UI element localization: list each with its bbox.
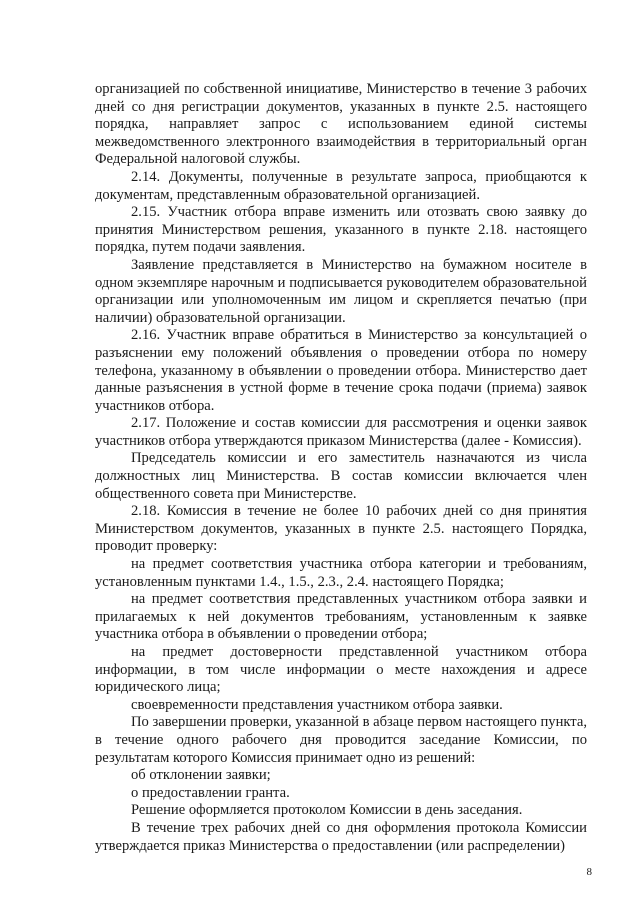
paragraph-2-17: 2.17. Положение и состав комиссии для рассмотрения и оценки заявок участников отбора утверждаются приказом Министерства (далее - Комиссия). bbox=[95, 415, 587, 449]
paragraph-2-16: 2.16. Участник вправе обратиться в Министерство за консультацией о разъяснении ему положений объявления о проведении отбора по номеру телефона, указанному в объявлении о проведении отбора. Министерство дает данные разъяснения в устной форме в течение срока подачи (приема) заявок участников отбора. bbox=[95, 327, 587, 414]
paragraph-check-documents: на предмет соответствия представленных участником отбора заявки и прилагаемых к ней документов требованиям, установленным к заявке участника отбора в объявлении о проведении отбора; bbox=[95, 591, 587, 643]
paragraph-application: Заявление представляется в Министерство на бумажном носителе в одном экземпляре нарочным и подписывается руководителем образовательной организации или уполномоченным им лицом и скрепляется печатью (при наличии) образовательной организации. bbox=[95, 256, 587, 326]
paragraph-decision-reject: об отклонении заявки; bbox=[131, 767, 271, 784]
paragraph-check-completion: По завершении проверки, указанной в абзаце первом настоящего пункта, в течение одного рабочего дня проводится заседание Комиссии, по результатам которого Комиссия принимает одно из решений: bbox=[95, 714, 587, 766]
paragraph-continuation: организацией по собственной инициативе, Министерство в течение 3 рабочих дней со дня регистрации документов, указанных в пункте 2.5. настоящего порядка, направляет запрос с использованием единой системы межведомственного электронного взаимодействия в территориальный орган Федеральной налоговой службы. bbox=[95, 81, 587, 168]
paragraph-order: В течение трех рабочих дней со дня оформления протокола Комиссии утверждается приказ Министерства о предоставлении (или распределении) bbox=[95, 819, 587, 854]
paragraph-commission-chair: Председатель комиссии и его заместитель назначаются из числа должностных лиц Министерства. В состав комиссии включается член общественного совета при Министерстве. bbox=[95, 450, 587, 502]
paragraph-check-timeliness: своевременности представления участником отбора заявки. bbox=[131, 696, 503, 713]
document-body bbox=[95, 81, 587, 855]
paragraph-2-14: 2.14. Документы, полученные в результате запроса, приобщаются к документам, представленным образовательной организацией. bbox=[95, 168, 587, 203]
paragraph-2-18: 2.18. Комиссия в течение не более 10 рабочих дней со дня принятия Министерством документов, указанных в пункте 2.5. настоящего Порядка, проводит проверку: bbox=[95, 503, 587, 555]
paragraph-decision-protocol: Решение оформляется протоколом Комиссии в день заседания. bbox=[131, 802, 523, 819]
page-number: 8 bbox=[586, 866, 592, 878]
paragraph-check-reliability: на предмет достоверности представленной участником отбора информации, в том числе информации о месте нахождения и адресе юридического лица; bbox=[95, 644, 587, 696]
paragraph-check-category: на предмет соответствия участника отбора категории и требованиям, установленным пунктами 1.4., 1.5., 2.3., 2.4. настоящего Порядка; bbox=[95, 556, 587, 590]
paragraph-2-15: 2.15. Участник отбора вправе изменить или отозвать свою заявку до принятия Министерством решения, указанного в пункте 2.18. настоящего порядка, путем подачи заявления. bbox=[95, 204, 587, 256]
paragraph-decision-grant: о предоставлении гранта. bbox=[131, 784, 290, 801]
